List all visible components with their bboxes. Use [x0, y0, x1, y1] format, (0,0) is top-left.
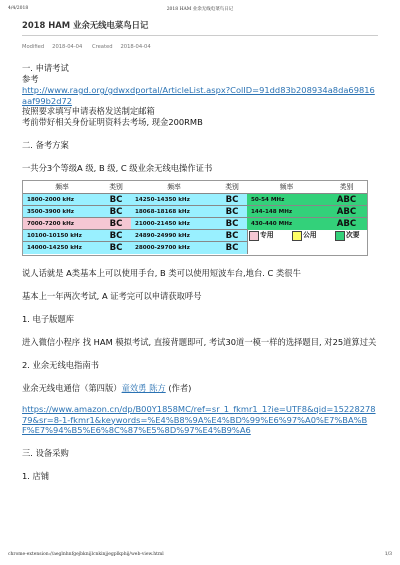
- legend-label: 公用: [303, 231, 317, 239]
- band-class: ABC: [326, 217, 368, 230]
- band-frequency: 430-440 MHz: [247, 217, 327, 230]
- print-footer: [8, 552, 392, 560]
- band-table-header: [23, 181, 367, 193]
- legend-swatch: [335, 231, 345, 241]
- reference-link[interactable]: http://www.ragd.org/gdwxdportal/ArticleList.aspx?ColID=91dd83b208934a8da69816aaf99b2d72: [22, 85, 375, 106]
- modified-date: 2018-04-04: [52, 44, 83, 50]
- levels-explanation: 说人话就是 A类基本上可以使用手台, B 类可以使用短波车台,地台. C 类很牛: [22, 268, 301, 278]
- band-header-1: 类别: [109, 183, 123, 191]
- band-frequency: 28000-29700 kHz: [131, 241, 218, 254]
- band-frequency: 14000-14250 kHz: [23, 241, 102, 254]
- book-title: 业余无线电通信（第四版）: [22, 383, 122, 393]
- legend-swatch: [292, 231, 302, 241]
- band-row: [23, 241, 367, 254]
- book-authors-link[interactable]: 童效勇 陈方: [121, 383, 166, 393]
- apply-step-1: 按照要求填写申请表格发送制定邮箱: [22, 106, 155, 116]
- band-header-2: 频率: [167, 183, 181, 191]
- print-title: 2018 HAM 业余无线电菜鸟日记: [166, 7, 234, 12]
- band-frequency: 21000-21450 kHz: [131, 217, 218, 230]
- band-class: BC: [101, 217, 132, 230]
- band-header-0: 频率: [55, 183, 69, 191]
- band-header-4: 频率: [279, 183, 294, 191]
- band-class: BC: [217, 241, 248, 254]
- page-number: 1/3: [384, 552, 392, 557]
- band-frequency: 3500-3900 kHz: [23, 205, 102, 218]
- band-class: BC: [101, 193, 132, 206]
- document-body: [22, 19, 378, 482]
- band-class: BC: [217, 193, 248, 206]
- doc-meta: [22, 44, 378, 51]
- print-date: 4/4/2018: [8, 6, 29, 11]
- band-frequency: 14250-14350 kHz: [131, 193, 218, 206]
- title-divider: [22, 35, 378, 36]
- footer-url: chrome-extension://aeglnhnfgejbknijlcnkinjjegplkphij/web-view.html: [8, 552, 164, 557]
- band-class: BC: [101, 229, 132, 242]
- created-date: 2018-04-04: [120, 44, 151, 50]
- band-class: BC: [217, 217, 248, 230]
- band-class: ABC: [326, 205, 368, 218]
- band-frequency: 24890-24990 kHz: [131, 229, 218, 242]
- band-frequency: 1800-2000 kHz: [23, 193, 102, 206]
- band-class: BC: [101, 241, 132, 254]
- band-frequency: 50-54 MHz: [247, 193, 327, 206]
- band-header-5: 类别: [339, 183, 354, 191]
- band-header-3: 类别: [225, 183, 239, 191]
- band-allocation-image: [22, 180, 368, 256]
- legend-label: 次要: [346, 231, 360, 239]
- subsection-question-bank-heading: 1. 电子版题库: [22, 314, 75, 324]
- band-class: BC: [217, 205, 248, 218]
- band-frequency: 18068-18168 kHz: [131, 205, 218, 218]
- band-frequency: 10100-10150 kHz: [23, 229, 102, 242]
- book-citation: [22, 383, 378, 394]
- section-prep-heading: 二. 备考方案: [22, 140, 69, 150]
- section-equipment-heading: 三. 设备采购: [22, 447, 69, 458]
- book-author-suffix: (作者): [165, 383, 192, 393]
- subsection-guide-book-heading: 2. 业余无线电指南书: [22, 360, 99, 370]
- exam-frequency-note: 基本上一年两次考试, A 证考完可以申请获取呼号: [22, 291, 202, 301]
- band-frequency: 144-148 MHz: [247, 205, 327, 218]
- section-apply-heading: 一. 申请考试: [22, 63, 69, 73]
- print-header: [8, 6, 392, 16]
- levels-intro: 一共分3个等级A 级, B 级, C 级业余无线电操作证书: [22, 163, 213, 173]
- reference-label: 参考: [22, 74, 39, 84]
- band-class: BC: [101, 205, 132, 218]
- modified-label: Modified: [22, 44, 45, 50]
- legend-swatch: [249, 231, 259, 241]
- subsection-shops-heading: 1. 店铺: [22, 470, 50, 481]
- question-bank-text: 进入微信小程序 找 HAM 模拟考试, 直接背题即可, 考试30道一模一样的选择题目, 对25道算过关: [22, 337, 377, 347]
- amazon-link[interactable]: https://www.amazon.cn/dp/B00Y1858MC/ref=sr_1_fkmr1_1?ie=UTF8&qid=1522827879&sr=8-1-fkmr1&keywords=%E4%B8%9A%E4%BD%99%E6%97%A0%E7%BA%BF%E7%94%B5%E6%8C%87%E5%8D%97%E4%B9%A6: [22, 404, 376, 435]
- apply-step-2: 考前带好相关身份证明资料去考场, 现金200RMB: [22, 117, 203, 127]
- band-class: BC: [217, 229, 248, 242]
- legend-label: 专用: [260, 231, 274, 239]
- band-class: ABC: [326, 193, 368, 206]
- page-title: 2018 HAM 业余无线电菜鸟日记: [22, 20, 149, 30]
- band-frequency: 7000-7200 kHz: [23, 217, 102, 230]
- created-label: Created: [91, 44, 113, 50]
